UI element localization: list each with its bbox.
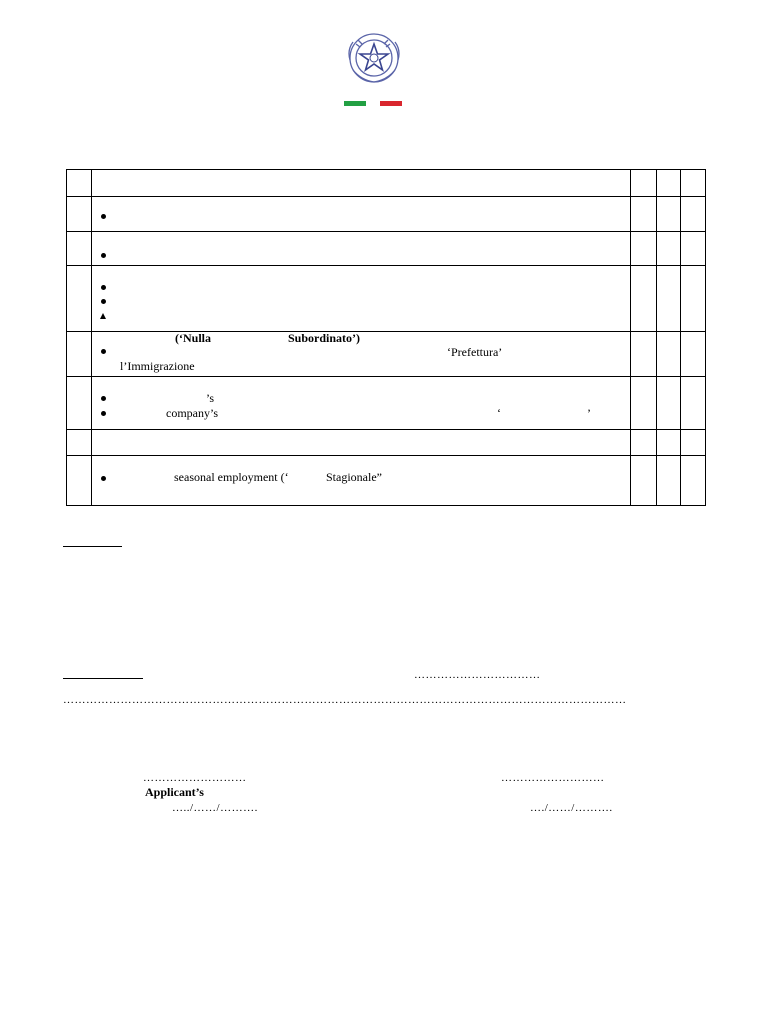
bullet-icon bbox=[101, 349, 106, 354]
right-signature-field[interactable]: ……………………… bbox=[501, 772, 605, 784]
fill-in-field-long[interactable]: ………………………………………………………………………………………………………………………………… bbox=[63, 694, 627, 706]
immigrazione-label: l’Immigrazione bbox=[120, 359, 195, 373]
table-column-divider bbox=[656, 170, 657, 505]
table-row-divider bbox=[67, 231, 705, 232]
italian-republic-emblem-icon bbox=[341, 30, 407, 86]
table-column-divider bbox=[91, 170, 92, 505]
table-row-divider bbox=[67, 331, 705, 332]
section-heading-underline bbox=[63, 678, 143, 679]
seasonal-employment-label: seasonal employment (‘ bbox=[174, 470, 289, 484]
left-signature-field[interactable]: ……………………… bbox=[143, 772, 247, 784]
flag-stripe-red bbox=[380, 101, 402, 106]
nulla-label: (‘Nulla bbox=[175, 331, 211, 345]
bullet-icon bbox=[101, 411, 106, 416]
prefettura-label: ‘Prefettura’ bbox=[447, 345, 503, 359]
possessive-text: ’s bbox=[206, 391, 215, 405]
fill-in-field-short[interactable]: …………………………… bbox=[414, 669, 541, 681]
table-row-divider bbox=[67, 265, 705, 266]
bullet-icon bbox=[101, 396, 106, 401]
right-date-field[interactable]: …./……/………. bbox=[530, 802, 613, 814]
bullet-icon bbox=[101, 299, 106, 304]
quote-open: ‘ bbox=[497, 406, 501, 420]
company-label: company’s bbox=[166, 406, 218, 420]
bullet-icon bbox=[101, 476, 106, 481]
quote-close: ’ bbox=[587, 406, 591, 420]
table-column-divider bbox=[630, 170, 631, 505]
table-row-divider bbox=[67, 455, 705, 456]
bullet-icon bbox=[101, 253, 106, 258]
left-date-field[interactable]: …../……/………. bbox=[172, 802, 258, 814]
subordinato-label: Subordinato’) bbox=[288, 331, 361, 345]
table-column-divider bbox=[680, 170, 681, 505]
table-row-divider bbox=[67, 429, 705, 430]
bullet-icon bbox=[101, 285, 106, 290]
table-row-divider bbox=[67, 196, 705, 197]
stagionale-label: Stagionale” bbox=[326, 470, 382, 484]
arrow-bullet-icon bbox=[100, 313, 106, 319]
table-row-divider bbox=[67, 376, 705, 377]
bullet-icon bbox=[101, 214, 106, 219]
checklist-table bbox=[66, 169, 706, 506]
flag-stripe-green bbox=[344, 101, 366, 106]
applicant-signature-label: Applicant’s bbox=[145, 785, 204, 799]
section-heading-underline bbox=[63, 546, 122, 547]
